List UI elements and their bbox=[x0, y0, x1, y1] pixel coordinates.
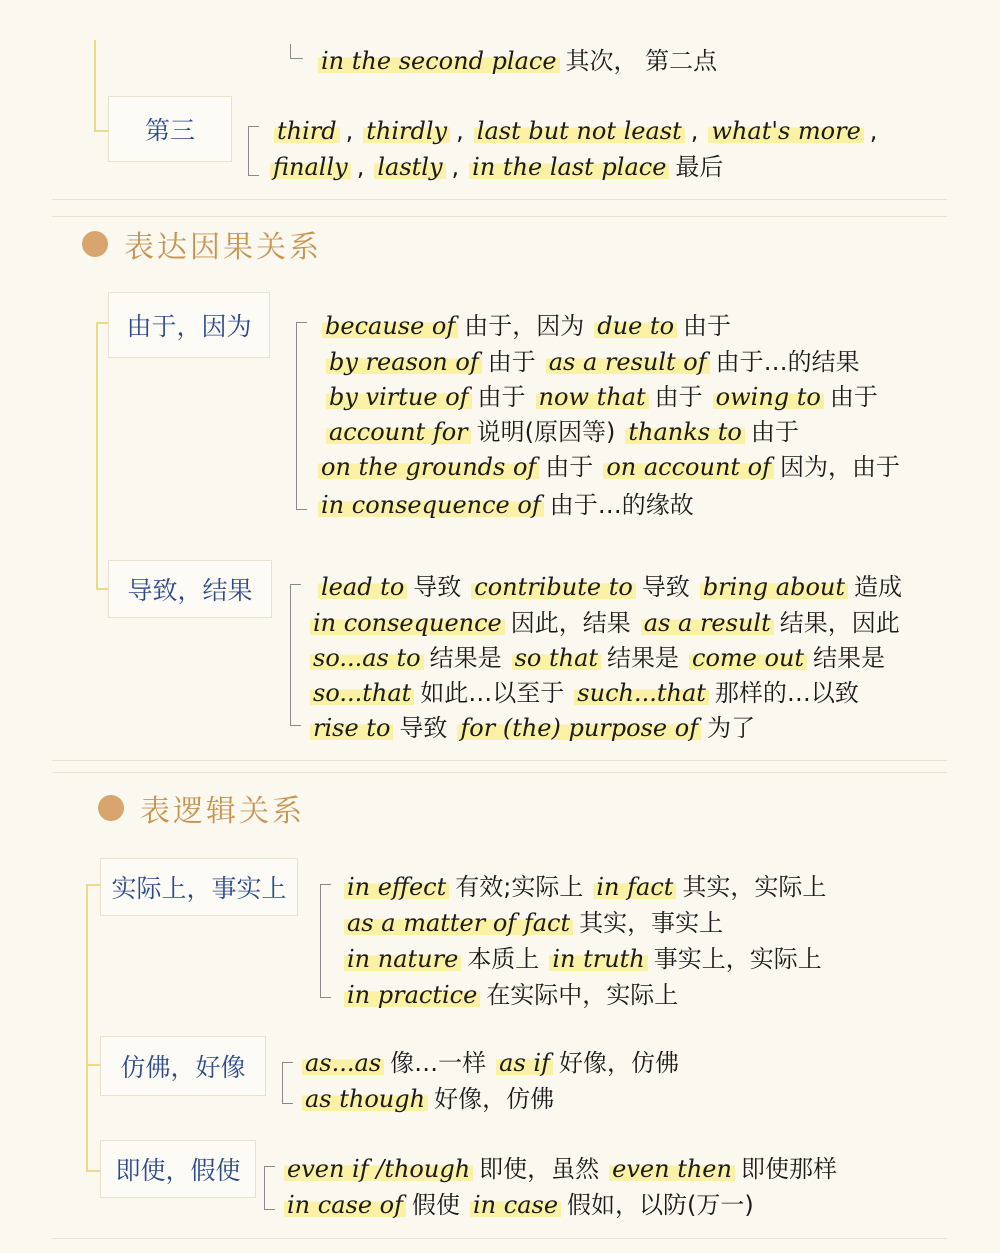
english-phrase: contribute to bbox=[471, 573, 636, 601]
english-phrase: as if bbox=[496, 1049, 553, 1077]
phrase-line bbox=[344, 872, 836, 902]
bullet-dot-icon bbox=[82, 231, 108, 257]
english-phrase: in case bbox=[470, 1191, 561, 1219]
category-box-as-if: 仿佛，好像 bbox=[100, 1036, 266, 1096]
english-phrase: as though bbox=[302, 1085, 428, 1113]
tree-trunk-top bbox=[94, 40, 96, 132]
english-phrase: last but not least bbox=[474, 117, 685, 145]
phrase-line bbox=[318, 46, 727, 76]
english-phrase: in consequence of bbox=[318, 491, 544, 519]
english-phrase: in the last place bbox=[469, 153, 669, 181]
chinese-meaning: 因此，结果 bbox=[510, 609, 631, 637]
english-phrase: in case of bbox=[284, 1191, 406, 1219]
english-phrase: what's more bbox=[708, 117, 863, 145]
section-title-causal bbox=[82, 222, 322, 266]
chinese-meaning: 由于 bbox=[654, 383, 703, 411]
english-phrase: bring about bbox=[700, 573, 848, 601]
english-phrase: as a result of bbox=[546, 348, 710, 376]
chinese-meaning: 假如，以防(万一) bbox=[567, 1191, 754, 1219]
english-phrase: account for bbox=[326, 418, 471, 446]
phrase-line bbox=[310, 608, 910, 638]
english-phrase: thanks to bbox=[625, 418, 744, 446]
chinese-meaning: 由于 bbox=[829, 383, 878, 411]
section-title-logic bbox=[98, 786, 305, 830]
phrase-line bbox=[284, 1190, 764, 1220]
leaf-connector bbox=[290, 44, 303, 59]
tree-trunk-causal bbox=[96, 322, 98, 590]
group-bracket bbox=[248, 126, 249, 176]
chinese-meaning: 为了 bbox=[707, 714, 756, 742]
english-phrase: third bbox=[274, 117, 340, 145]
bullet-dot-icon bbox=[98, 795, 124, 821]
english-phrase: lead to bbox=[318, 573, 407, 601]
chinese-meaning: 导致 bbox=[399, 714, 448, 742]
english-phrase: in consequence bbox=[310, 609, 505, 637]
chinese-meaning: 即使那样 bbox=[740, 1155, 837, 1183]
phrase-line bbox=[344, 908, 733, 938]
section-title-text: 表达因果关系 bbox=[124, 230, 322, 265]
tree-trunk-logic bbox=[86, 884, 88, 1172]
category-box-even-if: 即使，假使 bbox=[100, 1140, 256, 1198]
group-bracket bbox=[290, 584, 291, 726]
chinese-meaning: , bbox=[869, 117, 878, 145]
group-bracket bbox=[320, 884, 321, 998]
english-phrase: in fact bbox=[593, 873, 676, 901]
english-phrase: owing to bbox=[713, 383, 824, 411]
section-divider bbox=[52, 199, 947, 200]
english-phrase: due to bbox=[594, 312, 677, 340]
english-phrase: on account of bbox=[603, 453, 774, 481]
english-phrase: rise to bbox=[310, 714, 393, 742]
chinese-meaning: 结果是 bbox=[429, 644, 502, 672]
chinese-meaning: 结果，因此 bbox=[779, 609, 900, 637]
chinese-meaning: 由于…的缘故 bbox=[549, 491, 694, 519]
english-phrase: by virtue of bbox=[326, 383, 472, 411]
chinese-meaning: 最后 bbox=[675, 153, 724, 181]
chinese-meaning: 好像，仿佛 bbox=[558, 1049, 679, 1077]
section-title-text: 表逻辑关系 bbox=[140, 794, 305, 829]
group-bracket bbox=[282, 1062, 283, 1104]
group-bracket bbox=[296, 322, 297, 510]
phrase-line bbox=[344, 944, 832, 974]
english-phrase: now that bbox=[536, 383, 649, 411]
chinese-meaning: 好像，仿佛 bbox=[434, 1085, 555, 1113]
chinese-meaning: 由于 bbox=[545, 453, 594, 481]
phrase-line bbox=[326, 417, 809, 447]
section-divider bbox=[52, 772, 947, 773]
phrase-line bbox=[310, 678, 869, 708]
english-phrase: in effect bbox=[344, 873, 449, 901]
english-phrase: so...that bbox=[310, 679, 414, 707]
chinese-meaning: 结果是 bbox=[813, 644, 886, 672]
english-phrase: lastly bbox=[374, 153, 445, 181]
chinese-meaning: 由于 bbox=[477, 383, 526, 411]
phrase-line bbox=[284, 1154, 847, 1184]
english-phrase: thirdly bbox=[363, 117, 450, 145]
english-phrase: in nature bbox=[344, 945, 461, 973]
category-box-third: 第三 bbox=[108, 96, 232, 162]
chinese-meaning: , bbox=[456, 117, 464, 145]
chinese-meaning: 事实上，实际上 bbox=[653, 945, 822, 973]
english-phrase: so...as to bbox=[310, 644, 424, 672]
chinese-meaning: 本质上 bbox=[467, 945, 540, 973]
english-phrase: so that bbox=[512, 644, 601, 672]
english-phrase: for (the) purpose of bbox=[457, 714, 701, 742]
chinese-meaning: 造成 bbox=[854, 573, 902, 601]
chinese-meaning: 如此…以至于 bbox=[420, 679, 565, 707]
chinese-meaning: 其实，事实上 bbox=[579, 909, 724, 937]
chinese-meaning: 假使 bbox=[412, 1191, 460, 1219]
english-phrase: in practice bbox=[344, 981, 480, 1009]
phrase-line bbox=[318, 452, 910, 482]
chinese-meaning: 像…一样 bbox=[390, 1049, 487, 1077]
chinese-meaning: 有效;实际上 bbox=[455, 873, 584, 901]
chinese-meaning: , bbox=[690, 117, 699, 145]
chinese-meaning: 由于，因为 bbox=[464, 312, 585, 340]
chinese-meaning: , bbox=[451, 153, 460, 181]
phrase-line bbox=[318, 490, 704, 520]
section-divider bbox=[52, 760, 947, 761]
english-phrase: because of bbox=[322, 312, 458, 340]
phrase-line bbox=[326, 382, 888, 412]
phrase-line bbox=[274, 116, 887, 146]
chinese-meaning: , bbox=[356, 153, 365, 181]
category-box-because: 由于，因为 bbox=[108, 292, 270, 358]
chinese-meaning: 由于 bbox=[487, 348, 536, 376]
chinese-meaning: 说明(原因等) bbox=[476, 418, 616, 446]
phrase-line bbox=[318, 572, 912, 602]
group-bracket bbox=[264, 1166, 265, 1210]
chinese-meaning: 即使，虽然 bbox=[479, 1155, 600, 1183]
phrase-line bbox=[322, 311, 741, 341]
phrase-line bbox=[344, 980, 688, 1010]
section-divider bbox=[52, 216, 947, 217]
chinese-meaning: 其实，实际上 bbox=[682, 873, 827, 901]
english-phrase: even if /though bbox=[284, 1155, 473, 1183]
chinese-meaning: 其次， 第二点 bbox=[565, 47, 718, 75]
english-phrase: such...that bbox=[574, 679, 709, 707]
chinese-meaning: 由于 bbox=[750, 418, 799, 446]
english-phrase: as a matter of fact bbox=[344, 909, 573, 937]
category-box-result: 导致，结果 bbox=[108, 560, 272, 618]
english-phrase: by reason of bbox=[326, 348, 482, 376]
english-phrase: as...as bbox=[302, 1049, 384, 1077]
phrase-line bbox=[302, 1084, 564, 1114]
section-divider bbox=[52, 1238, 947, 1239]
chinese-meaning: , bbox=[345, 117, 354, 145]
english-phrase: on the grounds of bbox=[318, 453, 539, 481]
phrase-line bbox=[310, 643, 895, 673]
phrase-line bbox=[270, 152, 733, 182]
phrase-line bbox=[302, 1048, 689, 1078]
english-phrase: finally bbox=[270, 153, 351, 181]
chinese-meaning: 那样的…以致 bbox=[714, 679, 859, 707]
chinese-meaning: 导致 bbox=[641, 573, 690, 601]
chinese-meaning: 导致 bbox=[413, 573, 462, 601]
chinese-meaning: 在实际中，实际上 bbox=[486, 981, 679, 1009]
english-phrase: as a result bbox=[641, 609, 774, 637]
chinese-meaning: 由于 bbox=[683, 312, 732, 340]
english-phrase: in the second place bbox=[318, 47, 560, 75]
chinese-meaning: 由于…的结果 bbox=[715, 348, 860, 376]
english-phrase: come out bbox=[689, 644, 807, 672]
english-phrase: even then bbox=[609, 1155, 735, 1183]
english-phrase: in truth bbox=[549, 945, 647, 973]
phrase-line bbox=[310, 713, 765, 743]
phrase-line bbox=[326, 347, 870, 377]
category-box-in-fact: 实际上，事实上 bbox=[100, 858, 298, 916]
chinese-meaning: 结果是 bbox=[607, 644, 680, 672]
chinese-meaning: 因为，由于 bbox=[780, 453, 901, 481]
